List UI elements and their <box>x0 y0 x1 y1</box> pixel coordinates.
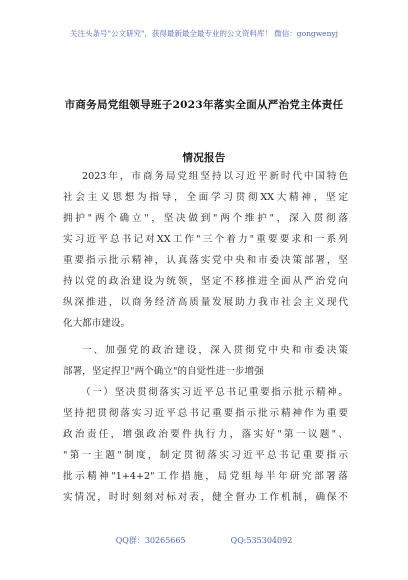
footer-contact <box>0 535 408 546</box>
paragraph-subsection-1 <box>63 382 348 508</box>
paragraph-line: 拥护"两个确立"，坚决做到"两个维护"，深入贯彻落 <box>63 213 348 224</box>
qq-group-number: QQ群：30265665 <box>115 536 186 545</box>
qq-contact-number: QQ:535304092 <box>230 536 293 545</box>
paragraph-line: "第一主题"制度，制定贯彻落实习近平总书记重要指示 <box>63 450 348 461</box>
section-heading-1 <box>63 340 348 382</box>
paragraph-line: 实情况，时时刻刻对标对表，健全督办工作机制，确保不 <box>63 492 348 503</box>
paragraph-line: （一）坚决贯彻落实习近平总书记重要指示批示精神。 <box>81 387 348 398</box>
promo-banner: 关注头条号"公文研究"，获得最新最全最专业的公文资料库！ 微信：gongwenyj <box>70 29 338 38</box>
paragraph-line: 2023年，市商务局党组坚持以习近平新时代中国特色 <box>82 171 348 182</box>
paragraph-line: 社会主义思想为指导，全面学习贯彻XX大精神，坚定 <box>63 192 348 203</box>
paragraph-line: 重要指示批示精神，认真落实党中央和市委决策部署，坚 <box>63 255 348 266</box>
paragraph-line: 实习近平总书记对XX工作"三个着力"重要要求和一系列 <box>63 234 348 245</box>
paragraph-line: 坚持把贯彻落实习近平总书记重要指示批示精神作为重要 <box>63 408 348 419</box>
heading-line: 一、加强党的政治建设，深入贯彻党中央和市委决策 <box>82 345 348 356</box>
document-title: 市商务局党组领导班子2023年落实全面从严治党主体责任 <box>64 99 344 111</box>
heading-line: 部署，坚定捍卫"两个确立"的自觉性进一步增强 <box>63 366 264 377</box>
paragraph-intro <box>63 166 348 334</box>
paragraph-line: 持以党的政治建设为统领，坚定不移推进全面从严治党向 <box>63 276 348 287</box>
paragraph-line: 化大都市建设。 <box>63 318 131 329</box>
paragraph-line: 政治责任，增强政治要件执行力，落实好"第一议题"、 <box>63 429 348 440</box>
paragraph-line: 批示精神"1+4+2"工作措施，局党组每半年研究部署落 <box>63 471 348 482</box>
paragraph-line: 纵深推进，以商务经济高质量发展助力我市社会主义现代 <box>63 297 348 308</box>
document-title-continued: 情况报告 <box>182 152 226 164</box>
